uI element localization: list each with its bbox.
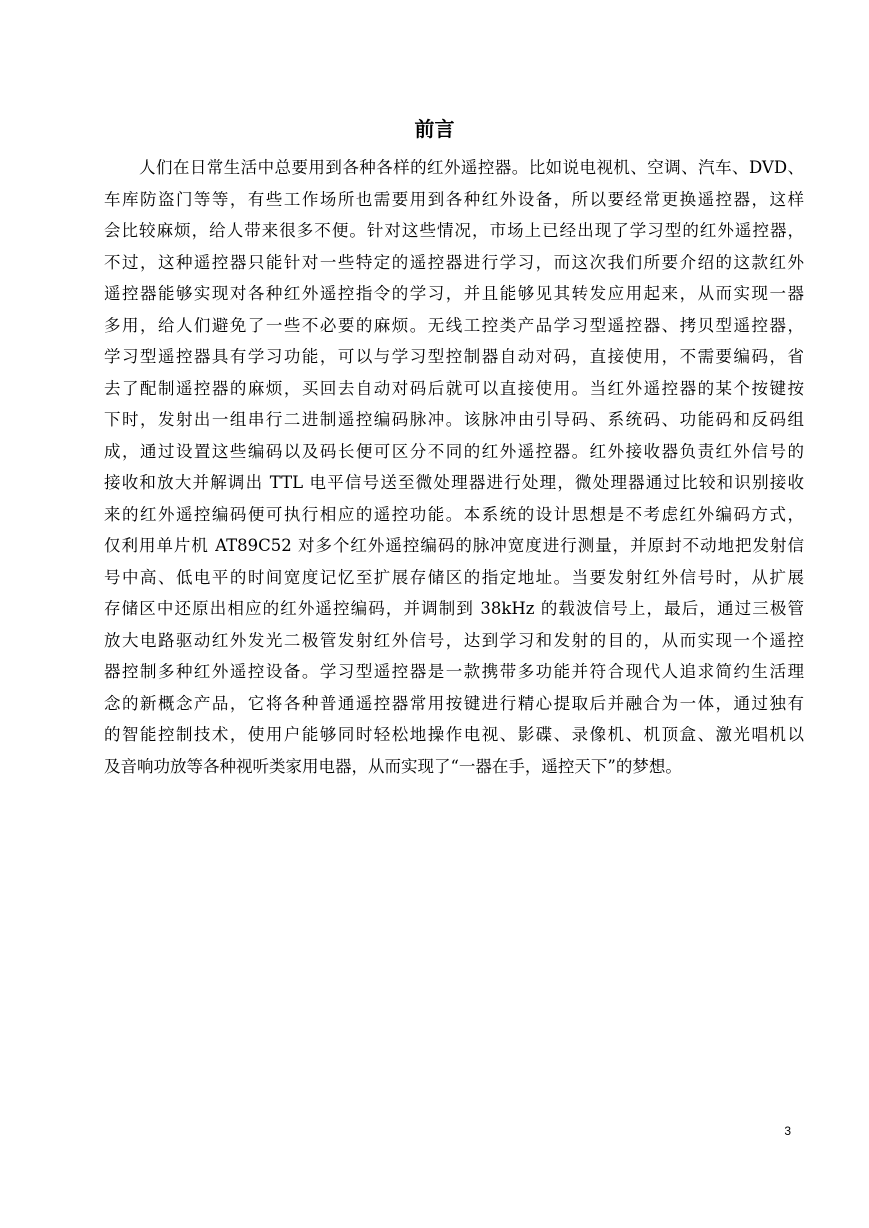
page-title: 前言 [414,117,455,141]
paragraph-line: 成，通过设置这些编码以及码长便可区分不同的红外遥控器。红外接收器负责红外信号的 [104,441,804,461]
paragraph-line: 仅利用单片机 AT89C52 对多个红外遥控编码的脉冲宽度进行测量，并原封不动地把发射信 [104,536,804,555]
paragraph-line: 车库防盗门等等，有些工作场所也需要用到各种红外设备，所以要经常更换遥控器，这样 [104,189,804,209]
paragraph-line: 遥控器能够实现对各种红外遥控指令的学习，并且能够见其转发应用起来，从而实现一器 [104,284,804,303]
paragraph-line: 存储区中还原出相应的红外遥控编码，并调制到 38kHz 的载波信号上，最后，通过三极管 [104,599,804,618]
paragraph-line: 学习型遥控器具有学习功能，可以与学习型控制器自动对码，直接使用，不需要编码，省 [104,347,804,366]
paragraph-line: 多用，给人们避免了一些不必要的麻烦。无线工控类产品学习型遥控器、拷贝型遥控器， [104,315,804,335]
paragraph-line: 及音响功放等各种视听类家用电器，从而实现了“一器在手，遥控天下”的梦想。 [104,756,682,776]
preface-paragraph [104,152,804,782]
paragraph-line: 念的新概念产品，它将各种普通遥控器常用按键进行精心提取后并融合为一体，通过独有 [104,693,804,713]
paragraph-line: 号中高、低电平的时间宽度记忆至扩展存储区的指定地址。当要发射红外信号时，从扩展 [104,567,804,587]
paragraph-line: 不过，这种遥控器只能针对一些特定的遥控器进行学习，而这次我们所要介绍的这款红外 [104,252,804,272]
paragraph-line: 器控制多种红外遥控设备。学习型遥控器是一款携带多功能并符合现代人追求简约生活理 [104,662,804,681]
paragraph-line: 来的红外遥控编码便可执行相应的遥控功能。本系统的设计思想是不考虑红外编码方式， [104,504,804,524]
paragraph-line: 下时，发射出一组串行二进制遥控编码脉冲。该脉冲由引导码、系统码、功能码和反码组 [104,410,804,429]
paragraph-line: 接收和放大并解调出 TTL 电平信号送至微处理器进行处理，微处理器通过比较和识别接收 [104,473,804,492]
paragraph-line: 去了配制遥控器的麻烦，买回去自动对码后就可以直接使用。当红外遥控器的某个按键按 [104,378,804,398]
paragraph-line: 放大电路驱动红外发光二极管发射红外信号，达到学习和发射的目的，从而实现一个遥控 [104,630,804,650]
paragraph-line: 人们在日常生活中总要用到各种各样的红外遥控器。比如说电视机、空调、汽车、DVD、 [139,158,804,177]
page-number: 3 [784,1124,791,1138]
paragraph-line: 的智能控制技术，使用户能够同时轻松地操作电视、影碟、录像机、机顶盒、激光唱机以 [104,725,804,744]
paragraph-line: 会比较麻烦，给人带来很多不便。针对这些情况，市场上已经出现了学习型的红外遥控器， [104,221,804,240]
